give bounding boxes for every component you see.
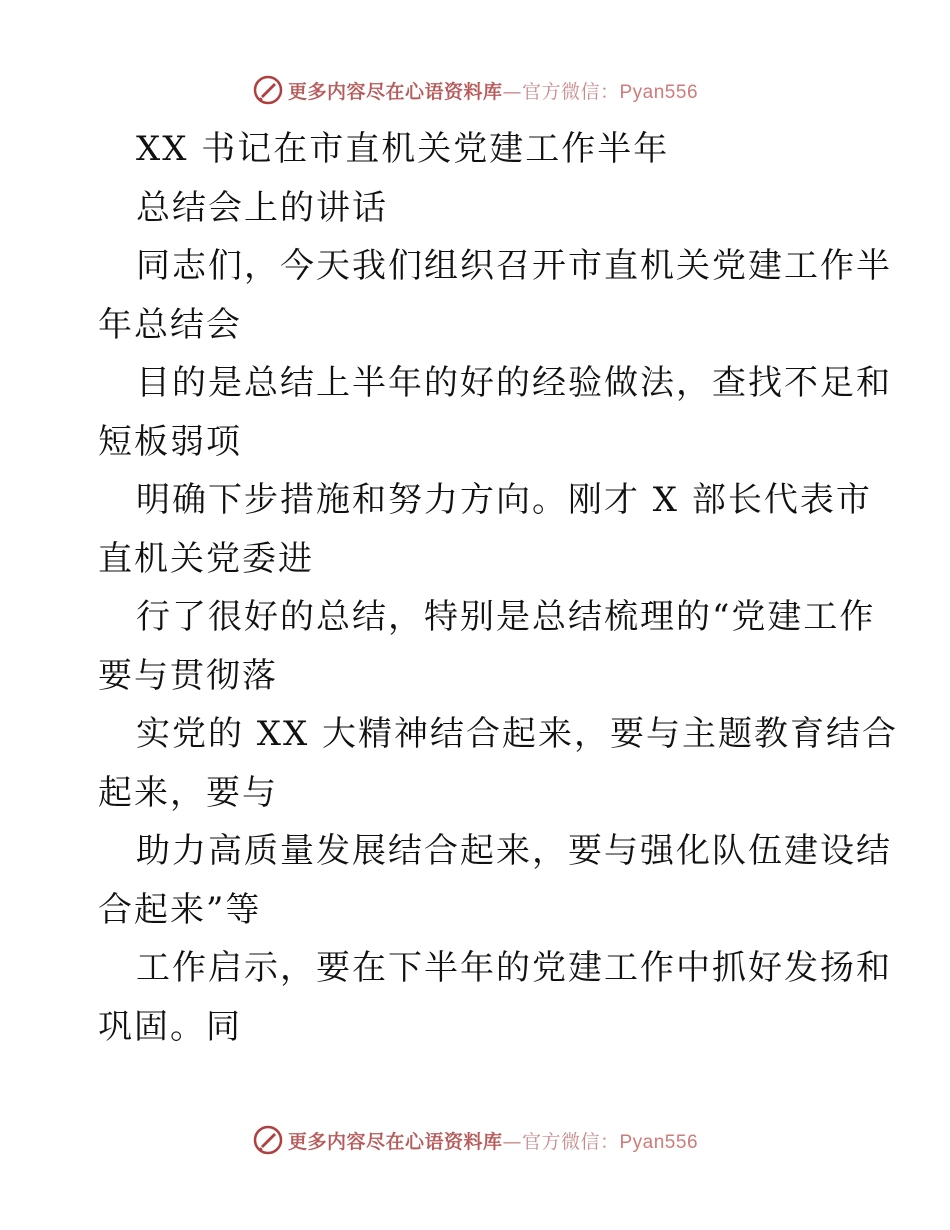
quill-seal-icon	[252, 74, 284, 106]
document-line: XX 书记在市直机关党建工作半年	[136, 129, 670, 169]
document-line: 合起来”等	[98, 889, 262, 930]
footer-watermark-primary: 更多内容尽在心语资料库	[287, 1130, 503, 1153]
header-watermark-banner	[0, 70, 950, 110]
document-line: 总结会上的讲话	[136, 187, 388, 228]
document-line: 助力高质量发展结合起来，要与强化队伍建设结	[136, 831, 892, 871]
footer-watermark-secondary: —官方微信：	[502, 1130, 620, 1153]
document-line: 要与贯彻落	[98, 655, 278, 696]
document-line: 起来，要与	[98, 772, 278, 813]
document-line: 明确下步措施和努力方向。刚才 X 部长代表市	[136, 480, 872, 520]
footer-watermark-text	[288, 1127, 698, 1154]
document-line: 目的是总结上半年的好的经验做法，查找不足和	[136, 363, 892, 403]
document-line: 实党的 XX 大精神结合起来，要与主题教育结合	[136, 714, 899, 754]
document-body	[98, 120, 899, 1056]
document-line: 工作启示，要在下半年的党建工作中抓好发扬和	[136, 948, 892, 988]
quill-seal-icon	[252, 1124, 284, 1156]
header-watermark-primary: 更多内容尽在心语资料库	[287, 80, 503, 103]
document-line: 直机关党委进	[98, 538, 314, 579]
header-watermark-text	[288, 77, 698, 104]
footer-watermark-handle: Pyan556	[619, 1131, 699, 1153]
document-line: 巩固。同	[98, 1006, 242, 1047]
footer-watermark-banner	[0, 1120, 950, 1160]
header-watermark-secondary: —官方微信：	[502, 80, 620, 103]
document-line: 年总结会	[98, 304, 242, 345]
document-line: 行了很好的总结，特别是总结梳理的“党建工作	[136, 597, 876, 637]
document-line: 短板弱项	[98, 421, 242, 462]
document-line: 同志们，今天我们组织召开市直机关党建工作半	[136, 246, 892, 286]
header-watermark-handle: Pyan556	[619, 81, 699, 103]
